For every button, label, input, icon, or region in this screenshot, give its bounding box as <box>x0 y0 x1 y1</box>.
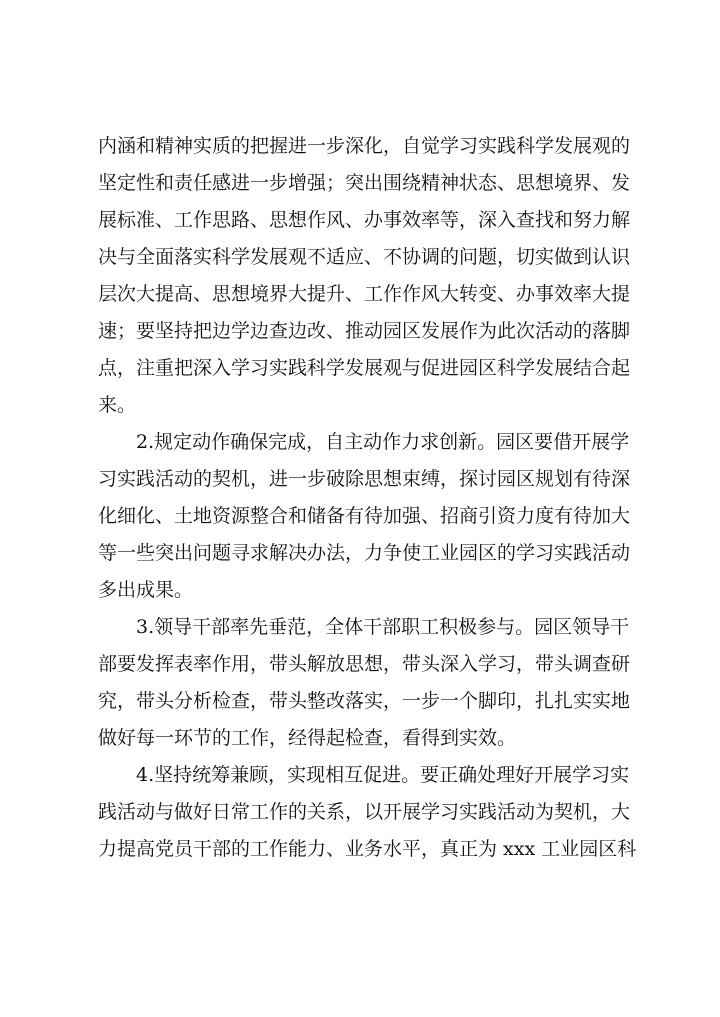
text-line: 展标准、工作思路、思想作风、办事效率等，深入查找和努力解 <box>98 209 631 231</box>
text-line: 来。 <box>98 394 137 416</box>
text-line: 做好每一环节的工作，经得起检查，看得到实效。 <box>98 727 517 749</box>
text-line: 等一些突出问题寻求解决办法，力争使工业园区的学习实践活动 <box>98 542 631 564</box>
text-line: 速；要坚持把边学边查边改、推动园区发展作为此次活动的落脚 <box>98 320 631 342</box>
text-line: 内涵和精神实质的把握进一步深化，自觉学习实践科学发展观的 <box>98 135 631 157</box>
paragraph-3-first-line: 3.领导干部率先垂范，全体干部职工积极参与。园区领导干 <box>136 616 630 638</box>
text-line: 部要发挥表率作用，带头解放思想，带头深入学习，带头调查研 <box>98 653 631 675</box>
text-line: 践活动与做好日常工作的关系，以开展学习实践活动为契机，大 <box>98 801 631 823</box>
text-line: 坚定性和责任感进一步增强；突出围绕精神状态、思想境界、发 <box>98 172 631 194</box>
paragraph-4-first-line: 4.坚持统筹兼顾，实现相互促进。要正确处理好开展学习实 <box>136 764 630 786</box>
text-line: 力提高党员干部的工作能力、业务水平，真正为 xxx 工业园区科 <box>98 838 637 860</box>
text-line: 点，注重把深入学习实践科学发展观与促进园区科学发展结合起 <box>98 357 631 379</box>
text-line: 层次大提高、思想境界大提升、工作作风大转变、办事效率大提 <box>98 283 631 305</box>
document-body <box>98 128 638 868</box>
text-line: 化细化、土地资源整合和储备有待加强、招商引资力度有待加大 <box>98 505 631 527</box>
text-line: 决与全面落实科学发展观不适应、不协调的问题，切实做到认识 <box>98 246 631 268</box>
text-line: 习实践活动的契机，进一步破除思想束缚，探讨园区规划有待深 <box>98 468 631 490</box>
text-line: 究，带头分析检查，带头整改落实，一步一个脚印，扎扎实实地 <box>98 690 631 712</box>
paragraph-2-first-line: 2.规定动作确保完成，自主动作力求创新。园区要借开展学 <box>136 431 630 453</box>
text-line: 多出成果。 <box>98 579 194 601</box>
